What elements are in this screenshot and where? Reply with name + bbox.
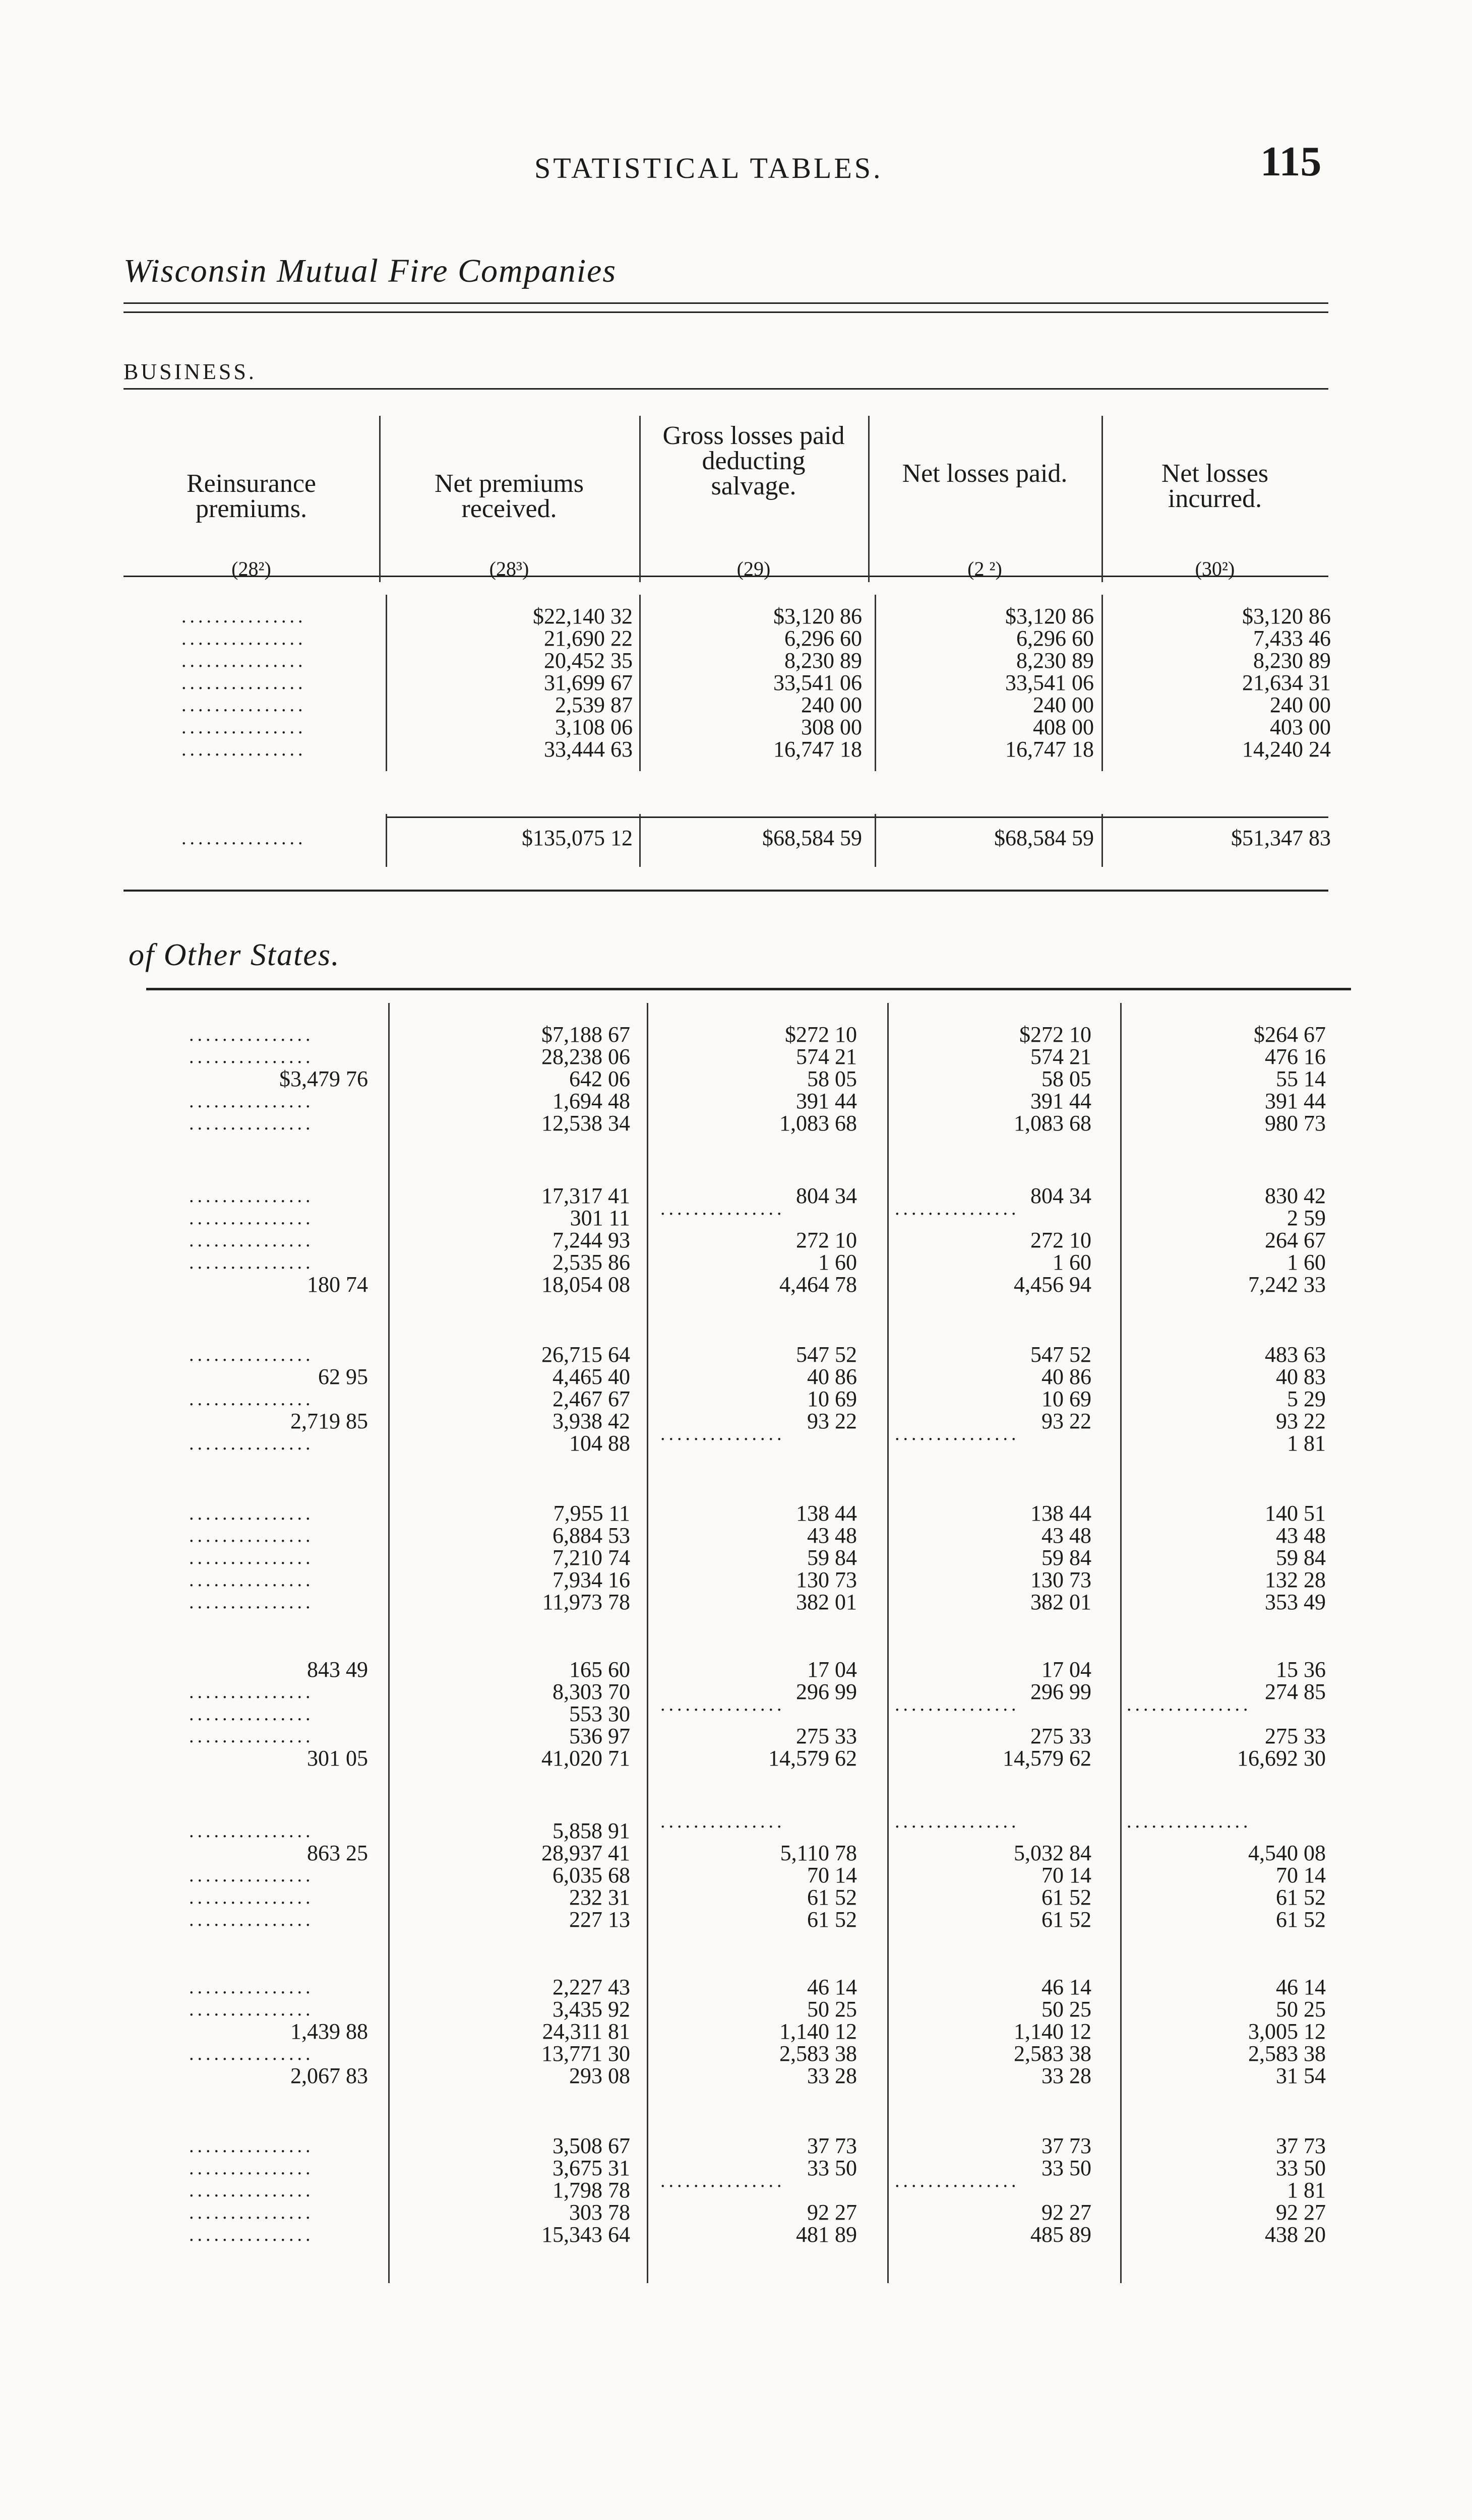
other-g7-row-2-col3: 50 25 — [807, 1997, 857, 2022]
total-divider-1 — [386, 814, 387, 867]
other-g4-row-4-dots: ............... — [189, 1569, 314, 1591]
other-g1-row-3-col3: 58 05 — [807, 1066, 857, 1091]
other-g4-row-5-col2: 11,973 78 — [542, 1590, 630, 1614]
other-g1-row-1-col2: $7,188 67 — [541, 1022, 630, 1047]
other-g7-row-2-col2: 3,435 92 — [553, 1997, 630, 2022]
wisconsin-row-2-col2: 21,690 22 — [544, 626, 633, 651]
other-g2-row-1-col4: 804 34 — [1030, 1183, 1091, 1208]
other-g4-row-1-col4: 138 44 — [1030, 1501, 1091, 1526]
other-g1-row-4-col5: 391 44 — [1265, 1089, 1326, 1113]
other-g3-row-4-col4: 93 22 — [1041, 1409, 1091, 1433]
other-g8-row-3-col2: 1,798 78 — [553, 2178, 630, 2202]
other-g5-row-3-col2: 553 30 — [569, 1702, 630, 1726]
other-g3-row-5-col2: 104 88 — [569, 1431, 630, 1456]
wisconsin-row-4-col2: 31,699 67 — [544, 670, 633, 695]
other-g6-row-5-col5: 61 52 — [1276, 1907, 1326, 1932]
other-g6-row-1-leader-col5: ............... — [1127, 1811, 1252, 1832]
wisconsin-row-7-col3: 16,747 18 — [773, 737, 862, 762]
other-g3-row-4-col5: 93 22 — [1276, 1409, 1326, 1433]
other-g1-row-1-col5: $264 67 — [1254, 1022, 1326, 1047]
other-g2-row-3-col2: 7,244 93 — [553, 1228, 630, 1252]
wisconsin-row-6-col2: 3,108 06 — [555, 715, 633, 739]
other-g8-row-1-col5: 37 73 — [1276, 2133, 1326, 2158]
other-g6-row-2-col3: 5,110 78 — [780, 1841, 857, 1865]
other-g4-row-2-col4: 43 48 — [1041, 1523, 1091, 1548]
other-g1-row-2-col5: 476 16 — [1265, 1044, 1326, 1069]
header-divider-2 — [639, 416, 641, 582]
other-g8-row-1-dots: ............... — [189, 2135, 314, 2157]
other-g5-row-3-leader-col3: ............... — [660, 1694, 785, 1715]
other-g1-row-2-dots: ............... — [189, 1046, 314, 1067]
other-g2-row-1-col5: 830 42 — [1265, 1183, 1326, 1208]
other-g5-row-4-col3: 275 33 — [796, 1724, 857, 1748]
other-g2-row-3-dots: ............... — [189, 1230, 314, 1251]
other-g3-row-5-dots: ............... — [189, 1433, 314, 1454]
other-g8-row-5-col5: 438 20 — [1265, 2222, 1326, 2247]
other-g2-row-4-col3: 1 60 — [818, 1250, 857, 1275]
other-g2-row-4-col4: 1 60 — [1053, 1250, 1091, 1275]
other-g2-row-1-col2: 17,317 41 — [541, 1183, 630, 1208]
other-g4-row-3-col4: 59 84 — [1041, 1545, 1091, 1570]
other-g7-row-1-col2: 2,227 43 — [553, 1975, 630, 1999]
column-header-4: Net losses paid. — [902, 459, 1068, 488]
total-divider-4 — [1101, 814, 1103, 867]
other-g5-row-5-col2: 41,020 71 — [541, 1746, 630, 1771]
other-g6-row-5-dots: ............... — [189, 1909, 314, 1930]
other-g8-row-1-col2: 3,508 67 — [553, 2133, 630, 2158]
total-divider-3 — [875, 814, 876, 867]
other-g8-row-2-col4: 33 50 — [1041, 2156, 1091, 2180]
wisconsin-row-2-dots: ............... — [181, 628, 306, 649]
other-g6-row-4-col4: 61 52 — [1041, 1885, 1091, 1910]
other-g1-row-3-col2: 642 06 — [569, 1066, 630, 1091]
wisconsin-row-6-col5: 403 00 — [1270, 715, 1331, 739]
other-g3-row-3-col3: 10 69 — [807, 1387, 857, 1411]
column-number-4: (2 ²) — [967, 557, 1002, 580]
other-g6-row-4-col5: 61 52 — [1276, 1885, 1326, 1910]
wisconsin-row-3-col2: 20,452 35 — [544, 648, 633, 673]
column-header-3: Gross losses paid deducting salvage. — [662, 421, 845, 500]
other-g7-row-2-col4: 50 25 — [1041, 1997, 1091, 2022]
rule-under-subheading — [124, 388, 1328, 390]
wisconsin-divider-4 — [1101, 595, 1103, 771]
other-g1-row-3-col1: $3,479 76 — [279, 1066, 368, 1091]
other-g4-row-4-col2: 7,934 16 — [553, 1567, 630, 1592]
other-g5-row-5-col1: 301 05 — [307, 1746, 368, 1771]
wisconsin-row-4-dots: ............... — [181, 672, 306, 694]
other-g2-row-5-col3: 4,464 78 — [779, 1272, 857, 1297]
other-g5-row-3-dots: ............... — [189, 1704, 314, 1725]
other-g2-row-3-col3: 272 10 — [796, 1228, 857, 1252]
other-g8-row-1-col4: 37 73 — [1041, 2133, 1091, 2158]
other-g1-row-5-dots: ............... — [189, 1113, 314, 1134]
other-g8-row-1-col3: 37 73 — [807, 2133, 857, 2158]
other-g2-row-2-leader-col3: ............... — [660, 1198, 785, 1219]
other-g2-row-5-col4: 4,456 94 — [1014, 1272, 1091, 1297]
other-g1-row-2-col2: 28,238 06 — [541, 1044, 630, 1069]
other-g8-row-5-dots: ............... — [189, 2224, 314, 2245]
other-g6-row-5-col2: 227 13 — [569, 1907, 630, 1932]
wisconsin-total-col3: $68,584 59 — [762, 826, 862, 850]
wisconsin-row-4-col5: 21,634 31 — [1242, 670, 1331, 695]
other-g3-row-5-leader-col3: ............... — [660, 1423, 785, 1444]
other-divider-1 — [388, 1003, 390, 2283]
other-g6-row-5-col4: 61 52 — [1041, 1907, 1091, 1932]
double-rule-top — [124, 302, 1328, 304]
other-g4-row-4-col5: 132 28 — [1265, 1567, 1326, 1592]
other-g2-row-5-col2: 18,054 08 — [541, 1272, 630, 1297]
other-g5-row-4-col5: 275 33 — [1265, 1724, 1326, 1748]
other-g2-row-5-col1: 180 74 — [307, 1272, 368, 1297]
other-g7-row-2-col5: 50 25 — [1276, 1997, 1326, 2022]
other-g1-row-1-col3: $272 10 — [785, 1022, 857, 1047]
other-g5-row-3-leader-col4: ............... — [895, 1694, 1020, 1715]
running-header: STATISTICAL TABLES. — [534, 152, 883, 184]
other-g8-row-5-col3: 481 89 — [796, 2222, 857, 2247]
column-number-3: (29) — [737, 557, 771, 580]
other-g3-row-5-col5: 1 81 — [1287, 1431, 1326, 1456]
wisconsin-end-rule — [124, 890, 1328, 892]
other-g5-row-5-col4: 14,579 62 — [1003, 1746, 1091, 1771]
other-g4-row-2-dots: ............... — [189, 1525, 314, 1546]
other-g3-row-4-col1: 2,719 85 — [290, 1409, 368, 1433]
other-g3-row-2-col2: 4,465 40 — [553, 1364, 630, 1389]
other-g8-row-4-dots: ............... — [189, 2202, 314, 2223]
other-g7-row-3-col1: 1,439 88 — [290, 2019, 368, 2044]
other-g4-row-2-col3: 43 48 — [807, 1523, 857, 1548]
other-g5-row-1-col1: 843 49 — [307, 1657, 368, 1682]
other-g5-row-2-col3: 296 99 — [796, 1679, 857, 1704]
other-g5-row-4-dots: ............... — [189, 1726, 314, 1747]
total-divider-2 — [639, 814, 641, 867]
other-g6-row-2-col1: 863 25 — [307, 1841, 368, 1865]
other-g8-row-5-col2: 15,343 64 — [541, 2222, 630, 2247]
other-g3-row-3-col4: 10 69 — [1041, 1387, 1091, 1411]
wisconsin-row-2-col5: 7,433 46 — [1253, 626, 1331, 651]
other-g3-row-1-col2: 26,715 64 — [541, 1342, 630, 1367]
other-g6-row-4-dots: ............... — [189, 1887, 314, 1908]
other-g5-row-3-leader-col5: ............... — [1127, 1694, 1252, 1715]
wisconsin-total-col5: $51,347 83 — [1231, 826, 1331, 850]
other-g7-row-4-col3: 2,583 38 — [779, 2041, 857, 2066]
other-g6-row-3-col2: 6,035 68 — [553, 1863, 630, 1887]
other-g3-row-3-col2: 2,467 67 — [553, 1387, 630, 1411]
wisconsin-row-5-col2: 2,539 87 — [555, 692, 633, 717]
wisconsin-row-5-col3: 240 00 — [801, 692, 862, 717]
other-g1-row-1-dots: ............... — [189, 1024, 314, 1045]
other-g7-row-5-col1: 2,067 83 — [290, 2063, 368, 2088]
other-g6-row-3-col3: 70 14 — [807, 1863, 857, 1887]
other-g8-row-4-col4: 92 27 — [1041, 2200, 1091, 2225]
column-header-2: Net premiums received. — [434, 469, 584, 523]
other-g1-row-5-col3: 1,083 68 — [779, 1111, 857, 1136]
other-g3-row-4-col3: 93 22 — [807, 1409, 857, 1433]
other-g6-row-1-leader-col4: ............... — [895, 1811, 1020, 1832]
other-g6-row-3-col5: 70 14 — [1276, 1863, 1326, 1887]
wisconsin-row-1-dots: ............... — [181, 606, 306, 627]
other-g5-row-1-col5: 15 36 — [1276, 1657, 1326, 1682]
other-g6-row-4-col2: 232 31 — [569, 1885, 630, 1910]
other-g1-row-4-col3: 391 44 — [796, 1089, 857, 1113]
other-g4-row-1-col5: 140 51 — [1265, 1501, 1326, 1526]
other-g3-row-4-col2: 3,938 42 — [553, 1409, 630, 1433]
wisconsin-row-5-col5: 240 00 — [1270, 692, 1331, 717]
wisconsin-row-6-col4: 408 00 — [1033, 715, 1094, 739]
wisconsin-row-3-dots: ............... — [181, 650, 306, 671]
other-g6-row-2-col4: 5,032 84 — [1014, 1841, 1091, 1865]
other-g5-row-5-col3: 14,579 62 — [768, 1746, 857, 1771]
other-g8-row-3-leader-col3: ............... — [660, 2170, 785, 2191]
other-g8-row-5-col4: 485 89 — [1030, 2222, 1091, 2247]
other-g5-row-2-col4: 296 99 — [1030, 1679, 1091, 1704]
other-g2-row-2-col2: 301 11 — [570, 1206, 630, 1230]
wisconsin-row-1-col3: $3,120 86 — [773, 604, 862, 628]
other-g1-row-4-col4: 391 44 — [1030, 1089, 1091, 1113]
other-g3-row-3-col5: 5 29 — [1287, 1387, 1326, 1411]
business-subheading: BUSINESS. — [124, 359, 257, 384]
other-states-rule — [146, 988, 1351, 990]
other-g7-row-3-col2: 24,311 81 — [542, 2019, 630, 2044]
other-g4-row-2-col5: 43 48 — [1276, 1523, 1326, 1548]
other-g5-row-1-col2: 165 60 — [569, 1657, 630, 1682]
other-g4-row-5-col4: 382 01 — [1030, 1590, 1091, 1614]
other-g7-row-1-col4: 46 14 — [1041, 1975, 1091, 1999]
wisconsin-row-7-dots: ............... — [181, 739, 306, 760]
header-divider-1 — [379, 416, 381, 582]
other-g1-row-5-col4: 1,083 68 — [1014, 1111, 1091, 1136]
other-g5-row-5-col5: 16,692 30 — [1237, 1746, 1326, 1771]
other-g4-row-4-col3: 130 73 — [796, 1567, 857, 1592]
other-g4-row-5-col5: 353 49 — [1265, 1590, 1326, 1614]
column-header-5: Net losses incurred. — [1161, 459, 1269, 513]
other-g5-row-4-col2: 536 97 — [569, 1724, 630, 1748]
other-g2-row-5-col5: 7,242 33 — [1248, 1272, 1326, 1297]
other-g8-row-4-col3: 92 27 — [807, 2200, 857, 2225]
other-divider-2 — [647, 1003, 648, 2283]
wisconsin-total-dots: ............... — [181, 828, 306, 849]
other-g2-row-2-dots: ............... — [189, 1208, 314, 1229]
other-g6-row-4-col3: 61 52 — [807, 1885, 857, 1910]
other-g7-row-3-col5: 3,005 12 — [1248, 2019, 1326, 2044]
other-g6-row-3-col4: 70 14 — [1041, 1863, 1091, 1887]
other-g4-row-3-col3: 59 84 — [807, 1545, 857, 1570]
other-g7-row-4-col4: 2,583 38 — [1014, 2041, 1091, 2066]
double-rule-bottom — [124, 311, 1328, 313]
wisconsin-row-2-col3: 6,296 60 — [784, 626, 862, 651]
other-g7-row-3-col3: 1,140 12 — [779, 2019, 857, 2044]
wisconsin-divider-3 — [875, 595, 876, 771]
header-divider-3 — [868, 416, 870, 582]
wisconsin-row-5-dots: ............... — [181, 695, 306, 716]
other-g7-row-4-col5: 2,583 38 — [1248, 2041, 1326, 2066]
other-g5-row-2-col5: 274 85 — [1265, 1679, 1326, 1704]
other-g1-row-2-col4: 574 21 — [1030, 1044, 1091, 1069]
wisconsin-row-1-col2: $22,140 32 — [533, 604, 633, 628]
other-divider-3 — [887, 1003, 889, 2283]
other-g7-row-5-col4: 33 28 — [1041, 2063, 1091, 2088]
other-g5-row-1-col4: 17 04 — [1041, 1657, 1091, 1682]
other-divider-4 — [1120, 1003, 1122, 2283]
other-g2-row-2-leader-col4: ............... — [895, 1198, 1020, 1219]
header-divider-4 — [1101, 416, 1103, 582]
wisconsin-row-7-col4: 16,747 18 — [1005, 737, 1094, 762]
wisconsin-divider-1 — [386, 595, 387, 771]
other-g8-row-2-col2: 3,675 31 — [553, 2156, 630, 2180]
other-g4-row-4-col4: 130 73 — [1030, 1567, 1091, 1592]
other-g8-row-4-col5: 92 27 — [1276, 2200, 1326, 2225]
other-g8-row-3-col5: 1 81 — [1287, 2178, 1326, 2202]
wisconsin-divider-2 — [639, 595, 641, 771]
other-g7-row-2-dots: ............... — [189, 1999, 314, 2020]
other-g5-row-2-dots: ............... — [189, 1681, 314, 1703]
other-g4-row-1-dots: ............... — [189, 1503, 314, 1524]
section-title: Wisconsin Mutual Fire Companies — [124, 253, 617, 289]
column-header-1: Reinsurance premiums. — [186, 469, 316, 523]
other-g3-row-2-col5: 40 83 — [1276, 1364, 1326, 1389]
other-g7-row-1-dots: ............... — [189, 1977, 314, 1998]
other-g1-row-3-col5: 55 14 — [1276, 1066, 1326, 1091]
wisconsin-total-col4: $68,584 59 — [994, 826, 1094, 850]
other-g6-row-3-dots: ............... — [189, 1865, 314, 1886]
other-g4-row-2-col2: 6,884 53 — [553, 1523, 630, 1548]
other-g7-row-1-col3: 46 14 — [807, 1975, 857, 1999]
other-g4-row-1-col3: 138 44 — [796, 1501, 857, 1526]
wisconsin-row-6-col3: 308 00 — [801, 715, 862, 739]
other-g2-row-1-col3: 804 34 — [796, 1183, 857, 1208]
wisconsin-row-3-col4: 8,230 89 — [1016, 648, 1094, 673]
other-g1-row-2-col3: 574 21 — [796, 1044, 857, 1069]
other-g1-row-3-col4: 58 05 — [1041, 1066, 1091, 1091]
other-g6-row-2-col2: 28,937 41 — [541, 1841, 630, 1865]
other-g7-row-5-col2: 293 08 — [569, 2063, 630, 2088]
other-g2-row-4-col2: 2,535 86 — [553, 1250, 630, 1275]
other-g1-row-5-col2: 12,538 34 — [541, 1111, 630, 1136]
wisconsin-row-7-col2: 33,444 63 — [544, 737, 633, 762]
other-g4-row-3-dots: ............... — [189, 1547, 314, 1568]
other-g8-row-2-dots: ............... — [189, 2158, 314, 2179]
wisconsin-row-4-col3: 33,541 06 — [773, 670, 862, 695]
other-g4-row-3-col2: 7,210 74 — [553, 1545, 630, 1570]
other-g8-row-2-col5: 33 50 — [1276, 2156, 1326, 2180]
other-g7-row-3-col4: 1,140 12 — [1014, 2019, 1091, 2044]
wisconsin-total-col2: $135,075 12 — [522, 826, 633, 850]
other-g2-row-4-dots: ............... — [189, 1252, 314, 1273]
other-g3-row-1-col3: 547 52 — [796, 1342, 857, 1367]
other-g3-row-2-col4: 40 86 — [1041, 1364, 1091, 1389]
wisconsin-row-3-col5: 8,230 89 — [1253, 648, 1331, 673]
other-g6-row-1-dots: ............... — [189, 1820, 314, 1842]
other-g3-row-2-col1: 62 95 — [318, 1364, 368, 1389]
other-g6-row-5-col3: 61 52 — [807, 1907, 857, 1932]
wisconsin-row-4-col4: 33,541 06 — [1005, 670, 1094, 695]
other-g7-row-5-col3: 33 28 — [807, 2063, 857, 2088]
page-number: 115 — [1260, 138, 1322, 185]
other-g8-row-2-col3: 33 50 — [807, 2156, 857, 2180]
other-g7-row-4-dots: ............... — [189, 2043, 314, 2064]
other-g6-row-1-col2: 5,858 91 — [553, 1818, 630, 1843]
other-g8-row-4-col2: 303 78 — [569, 2200, 630, 2225]
other-g1-row-5-col5: 980 73 — [1265, 1111, 1326, 1136]
other-g5-row-1-col3: 17 04 — [807, 1657, 857, 1682]
other-g8-row-3-dots: ............... — [189, 2180, 314, 2201]
other-g7-row-5-col5: 31 54 — [1276, 2063, 1326, 2088]
other-g8-row-3-leader-col4: ............... — [895, 2170, 1020, 2191]
other-g4-row-5-dots: ............... — [189, 1592, 314, 1613]
other-g2-row-1-dots: ............... — [189, 1185, 314, 1207]
other-g2-row-4-col5: 1 60 — [1287, 1250, 1326, 1275]
other-g3-row-3-dots: ............... — [189, 1389, 314, 1410]
other-g6-row-1-leader-col3: ............... — [660, 1811, 785, 1832]
other-g7-row-1-col5: 46 14 — [1276, 1975, 1326, 1999]
other-g4-row-3-col5: 59 84 — [1276, 1545, 1326, 1570]
column-number-1: (28²) — [231, 557, 271, 580]
other-g5-row-4-col4: 275 33 — [1030, 1724, 1091, 1748]
wisconsin-row-2-col4: 6,296 60 — [1016, 626, 1094, 651]
other-g1-row-1-col4: $272 10 — [1019, 1022, 1091, 1047]
total-rule — [386, 816, 1328, 818]
other-g2-row-3-col5: 264 67 — [1265, 1228, 1326, 1252]
other-g1-row-4-col2: 1,694 48 — [553, 1089, 630, 1113]
wisconsin-row-3-col3: 8,230 89 — [784, 648, 862, 673]
other-g3-row-2-col3: 40 86 — [807, 1364, 857, 1389]
wisconsin-row-1-col5: $3,120 86 — [1242, 604, 1331, 628]
wisconsin-row-6-dots: ............... — [181, 717, 306, 738]
other-g2-row-2-col5: 2 59 — [1287, 1206, 1326, 1230]
other-g1-row-4-dots: ............... — [189, 1091, 314, 1112]
other-g3-row-1-col4: 547 52 — [1030, 1342, 1091, 1367]
other-g3-row-1-dots: ............... — [189, 1344, 314, 1365]
other-g3-row-5-leader-col4: ............... — [895, 1423, 1020, 1444]
other-g6-row-2-col5: 4,540 08 — [1248, 1841, 1326, 1865]
wisconsin-row-5-col4: 240 00 — [1033, 692, 1094, 717]
other-g3-row-1-col5: 483 63 — [1265, 1342, 1326, 1367]
other-g5-row-2-col2: 8,303 70 — [553, 1679, 630, 1704]
wisconsin-row-1-col4: $3,120 86 — [1005, 604, 1094, 628]
other-g7-row-4-col2: 13,771 30 — [541, 2041, 630, 2066]
other-g4-row-5-col3: 382 01 — [796, 1590, 857, 1614]
column-number-5: (30²) — [1195, 557, 1235, 580]
column-number-2: (28³) — [489, 557, 529, 580]
other-states-title: of Other States. — [129, 938, 340, 972]
other-g2-row-3-col4: 272 10 — [1030, 1228, 1091, 1252]
other-g4-row-1-col2: 7,955 11 — [553, 1501, 630, 1526]
wisconsin-row-7-col5: 14,240 24 — [1242, 737, 1331, 762]
